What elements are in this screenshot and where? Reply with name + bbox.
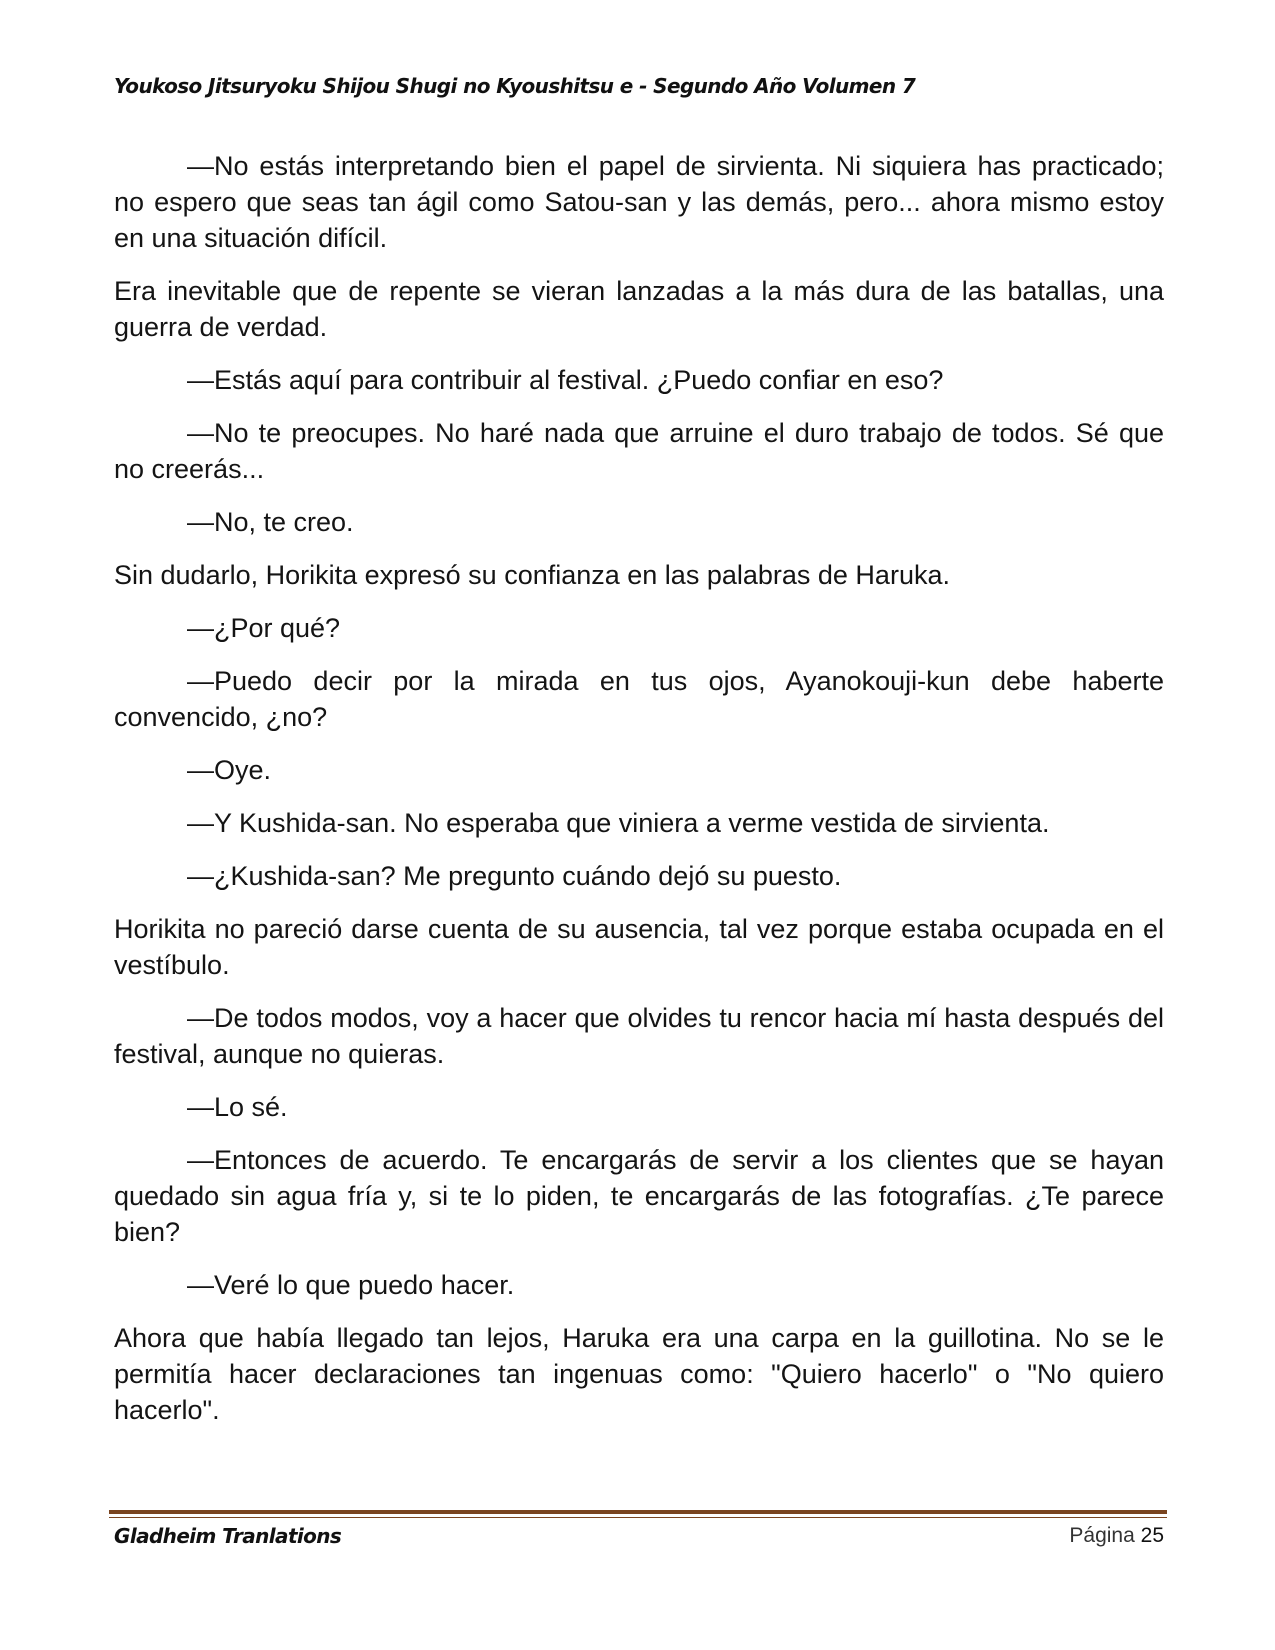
- running-header: Youkoso Jitsuryoku Shijou Shugi no Kyoushitsu e - Segundo Año Volumen 7: [114, 74, 916, 98]
- paragraph: —Lo sé.: [187, 1092, 288, 1122]
- paragraph: —Entonces de acuerdo. Te encargarás de servir a los clientes que se hayan quedado sin agua fría y, si te lo piden, te encargarás de las fotografías. ¿Te parece bien?: [114, 1145, 1164, 1247]
- page-label: Página: [1069, 1524, 1135, 1547]
- paragraph: —¿Por qué?: [187, 613, 341, 643]
- paragraph: —De todos modos, voy a hacer que olvides tu rencor hacia mí hasta después del festival, aunque no quieras.: [114, 1003, 1164, 1069]
- page-number: 25: [1140, 1524, 1164, 1547]
- paragraph: —Estás aquí para contribuir al festival. ¿Puedo confiar en eso?: [187, 365, 944, 395]
- page-number-block: [1069, 1524, 1164, 1548]
- paragraph: Horikita no pareció darse cuenta de su ausencia, tal vez porque estaba ocupada en el vestíbulo.: [114, 914, 1164, 980]
- paragraph: Sin dudarlo, Horikita expresó su confianza en las palabras de Haruka.: [114, 560, 950, 590]
- paragraph: —¿Kushida-san? Me pregunto cuándo dejó su puesto.: [187, 861, 842, 891]
- paragraph: —Puedo decir por la mirada en tus ojos, Ayanokouji-kun debe haberte convencido, ¿no?: [114, 666, 1164, 732]
- footer-rule-thin: [109, 1517, 1167, 1518]
- body-text: [114, 148, 1164, 1445]
- paragraph: —No te preocupes. No haré nada que arruine el duro trabajo de todos. Sé que no creerás...: [114, 418, 1164, 484]
- paragraph: —No estás interpretando bien el papel de sirvienta. Ni siquiera has practicado; no espero que seas tan ágil como Satou-san y las demás, pero... ahora mismo estoy en una situación difícil.: [114, 151, 1164, 253]
- paragraph: Ahora que había llegado tan lejos, Haruka era una carpa en la guillotina. No se le permitía hacer declaraciones tan ingenuas como: "Quiero hacerlo" o "No quiero hacerlo".: [114, 1323, 1164, 1425]
- paragraph: —Veré lo que puedo hacer.: [187, 1270, 515, 1300]
- paragraph: —Y Kushida-san. No esperaba que viniera a verme vestida de sirvienta.: [187, 808, 1050, 838]
- footer-rule: [109, 1510, 1167, 1514]
- footer-credit: Gladheim Tranlations: [114, 1524, 342, 1548]
- paragraph: —Oye.: [187, 755, 272, 785]
- paragraph: —No, te creo.: [187, 507, 354, 537]
- paragraph: Era inevitable que de repente se vieran lanzadas a la más dura de las batallas, una guerra de verdad.: [114, 276, 1164, 342]
